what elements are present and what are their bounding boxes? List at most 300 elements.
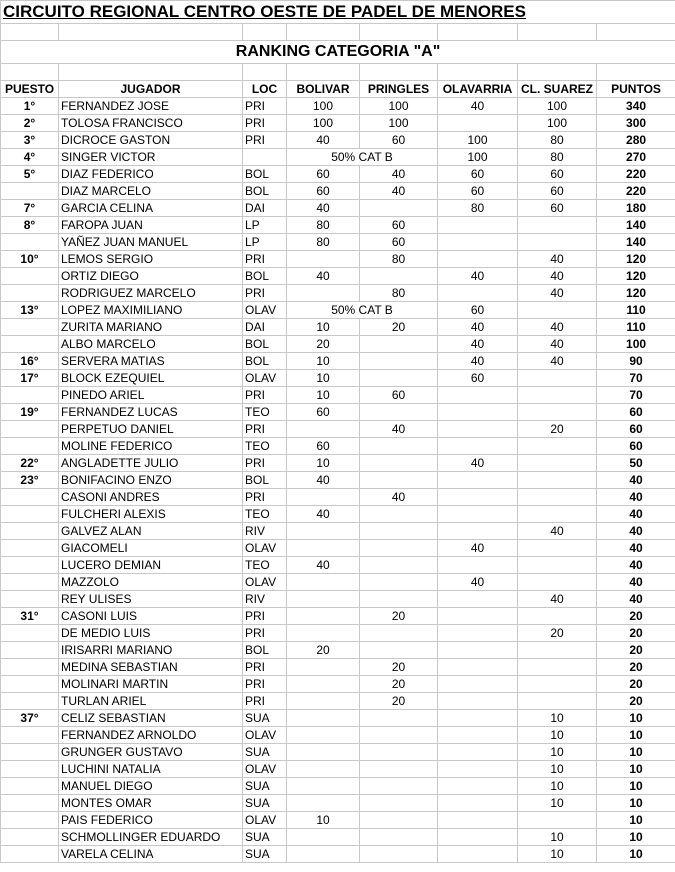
cell-puesto [1,795,59,812]
cell-olavarria [438,251,518,268]
table-row [1,234,675,251]
cell-bolivar [287,421,360,438]
cell-loc: SUA [243,846,287,863]
cell-suarez: 100 [518,98,597,115]
cell-olavarria [438,217,518,234]
cell-jugador: DIAZ MARCELO [59,183,243,200]
cell-pringles [360,642,438,659]
cell-loc: SUA [243,710,287,727]
cell-loc: BOL [243,166,287,183]
cell-loc: PRI [243,693,287,710]
cell-bolivar: 10 [287,319,360,336]
cell-bolivar [287,744,360,761]
cell-jugador: GARCIA CELINA [59,200,243,217]
cell-pringles [360,438,438,455]
cell-loc: PRI [243,421,287,438]
cell-puesto [1,557,59,574]
cell-bolivar [287,251,360,268]
cell-puntos: 20 [597,608,675,625]
cell-puntos: 180 [597,200,675,217]
table-row [1,710,675,727]
cell-puntos: 110 [597,319,675,336]
cell-loc: SUA [243,778,287,795]
cell-bolivar: 20 [287,336,360,353]
cell-puesto [1,540,59,557]
cell-puntos: 10 [597,846,675,863]
cell-puesto [1,183,59,200]
cell-suarez: 40 [518,285,597,302]
table-row [1,370,675,387]
cell-suarez: 40 [518,591,597,608]
cell-olavarria [438,115,518,132]
cell-pringles: 60 [360,217,438,234]
cell-jugador: FAROPA JUAN [59,217,243,234]
table-row [1,336,675,353]
cell-pringles: 60 [360,234,438,251]
table-row [1,166,675,183]
cell-pringles [360,506,438,523]
table-row [1,625,675,642]
cell-puntos: 40 [597,557,675,574]
cell-pringles [360,625,438,642]
cell-bolivar [287,574,360,591]
table-row [1,183,675,200]
cell-suarez: 80 [518,149,597,166]
cell-pringles [360,455,438,472]
cell-note: 50% CAT B [287,149,438,166]
cell-pringles: 20 [360,676,438,693]
cell-puesto [1,285,59,302]
cell-suarez [518,438,597,455]
cell-olavarria [438,608,518,625]
cell-jugador: CELIZ SEBASTIAN [59,710,243,727]
header-puesto: PUESTO [1,81,59,98]
cell-bolivar [287,659,360,676]
cell-olavarria: 60 [438,302,518,319]
cell-jugador: ANGLADETTE JULIO [59,455,243,472]
cell-loc: PRI [243,132,287,149]
cell-olavarria: 40 [438,455,518,472]
cell-jugador: TURLAN ARIEL [59,693,243,710]
cell-pringles [360,710,438,727]
cell-jugador: MONTES OMAR [59,795,243,812]
cell-bolivar [287,285,360,302]
cell-bolivar: 80 [287,217,360,234]
table-row [1,438,675,455]
table-row [1,115,675,132]
header-suarez: CL. SUAREZ [518,81,597,98]
cell-puntos: 20 [597,693,675,710]
cell-puntos: 20 [597,642,675,659]
cell-pringles [360,540,438,557]
table-row [1,540,675,557]
cell-puesto: 4° [1,149,59,166]
table-row [1,523,675,540]
table-row [1,744,675,761]
cell-pringles [360,523,438,540]
table-row [1,421,675,438]
cell-suarez [518,455,597,472]
table-row [1,676,675,693]
cell-bolivar: 60 [287,166,360,183]
table-row [1,387,675,404]
cell-pringles [360,472,438,489]
page-title: CIRCUITO REGIONAL CENTRO OESTE DE PADEL DE MENORES [1,1,675,24]
cell-olavarria [438,642,518,659]
cell-pringles: 20 [360,319,438,336]
cell-suarez: 40 [518,523,597,540]
header-row [1,81,675,98]
cell-suarez [518,642,597,659]
cell-puesto [1,268,59,285]
cell-olavarria: 80 [438,200,518,217]
cell-puntos: 120 [597,268,675,285]
cell-puntos: 20 [597,625,675,642]
cell-puntos: 90 [597,353,675,370]
cell-loc: OLAV [243,302,287,319]
cell-puesto [1,676,59,693]
cell-olavarria [438,438,518,455]
cell-jugador: YAÑEZ JUAN MANUEL [59,234,243,251]
cell-loc: RIV [243,523,287,540]
cell-bolivar: 40 [287,268,360,285]
cell-puntos: 60 [597,404,675,421]
cell-suarez [518,608,597,625]
cell-puesto: 7° [1,200,59,217]
cell-loc: DAI [243,200,287,217]
cell-loc: TEO [243,404,287,421]
cell-jugador: PINEDO ARIEL [59,387,243,404]
cell-bolivar [287,795,360,812]
cell-loc: OLAV [243,761,287,778]
cell-suarez [518,472,597,489]
cell-bolivar [287,676,360,693]
cell-puesto: 22° [1,455,59,472]
table-row [1,557,675,574]
cell-pringles: 40 [360,183,438,200]
cell-jugador: PERPETUO DANIEL [59,421,243,438]
cell-jugador: VARELA CELINA [59,846,243,863]
cell-suarez: 10 [518,761,597,778]
cell-olavarria: 40 [438,319,518,336]
cell-pringles [360,574,438,591]
cell-pringles: 100 [360,98,438,115]
cell-loc: PRI [243,659,287,676]
cell-pringles [360,557,438,574]
cell-loc: OLAV [243,812,287,829]
cell-jugador: ZURITA MARIANO [59,319,243,336]
cell-jugador: CASONI ANDRES [59,489,243,506]
cell-puntos: 50 [597,455,675,472]
table-row [1,149,675,166]
cell-pringles [360,761,438,778]
cell-pringles [360,353,438,370]
cell-puesto [1,829,59,846]
header-bolivar: BOLIVAR [287,81,360,98]
cell-bolivar: 60 [287,183,360,200]
cell-suarez: 20 [518,421,597,438]
header-pringles: PRINGLES [360,81,438,98]
cell-pringles [360,778,438,795]
cell-puesto [1,319,59,336]
table-row [1,659,675,676]
cell-olavarria [438,727,518,744]
cell-olavarria [438,778,518,795]
cell-bolivar: 10 [287,353,360,370]
table-row [1,574,675,591]
cell-olavarria [438,506,518,523]
cell-puntos: 40 [597,574,675,591]
cell-bolivar: 10 [287,370,360,387]
cell-olavarria [438,659,518,676]
cell-puesto [1,336,59,353]
cell-bolivar: 10 [287,812,360,829]
cell-suarez [518,676,597,693]
cell-pringles [360,404,438,421]
cell-loc: RIV [243,591,287,608]
cell-puntos: 120 [597,285,675,302]
cell-loc: TEO [243,557,287,574]
cell-jugador: MANUEL DIEGO [59,778,243,795]
cell-suarez: 60 [518,200,597,217]
cell-suarez: 60 [518,166,597,183]
table-row [1,285,675,302]
cell-pringles [360,268,438,285]
cell-bolivar: 100 [287,115,360,132]
cell-loc: BOL [243,268,287,285]
cell-puntos: 300 [597,115,675,132]
cell-loc: LP [243,234,287,251]
cell-suarez: 100 [518,115,597,132]
cell-olavarria [438,625,518,642]
cell-puesto [1,387,59,404]
cell-jugador: LUCHINI NATALIA [59,761,243,778]
cell-puntos: 70 [597,370,675,387]
table-row [1,200,675,217]
cell-olavarria [438,829,518,846]
cell-loc: PRI [243,608,287,625]
cell-pringles: 40 [360,166,438,183]
cell-puesto [1,778,59,795]
cell-pringles [360,846,438,863]
cell-olavarria [438,812,518,829]
cell-pringles: 100 [360,115,438,132]
cell-bolivar: 60 [287,404,360,421]
cell-bolivar: 60 [287,438,360,455]
cell-bolivar [287,693,360,710]
cell-bolivar [287,625,360,642]
cell-loc: PRI [243,489,287,506]
cell-loc: LP [243,217,287,234]
table-row [1,455,675,472]
cell-suarez: 80 [518,132,597,149]
cell-bolivar: 10 [287,387,360,404]
cell-olavarria [438,676,518,693]
cell-jugador: LOPEZ MAXIMILIANO [59,302,243,319]
cell-suarez [518,404,597,421]
cell-puesto [1,744,59,761]
cell-puesto [1,642,59,659]
cell-olavarria [438,472,518,489]
cell-jugador: FERNANDEZ LUCAS [59,404,243,421]
cell-jugador: DICROCE GASTON [59,132,243,149]
cell-suarez [518,489,597,506]
cell-puntos: 10 [597,778,675,795]
cell-suarez [518,387,597,404]
cell-puntos: 60 [597,438,675,455]
cell-loc: PRI [243,455,287,472]
cell-puesto: 16° [1,353,59,370]
cell-suarez [518,217,597,234]
cell-puesto [1,591,59,608]
cell-olavarria: 60 [438,166,518,183]
cell-loc: BOL [243,336,287,353]
cell-olavarria [438,591,518,608]
cell-suarez [518,693,597,710]
cell-puesto [1,727,59,744]
cell-loc: PRI [243,387,287,404]
cell-pringles: 40 [360,421,438,438]
cell-puntos: 220 [597,166,675,183]
cell-jugador: FULCHERI ALEXIS [59,506,243,523]
cell-bolivar [287,761,360,778]
cell-puesto [1,812,59,829]
cell-bolivar: 40 [287,506,360,523]
cell-pringles: 40 [360,489,438,506]
cell-puntos: 10 [597,795,675,812]
cell-bolivar [287,727,360,744]
cell-olavarria [438,404,518,421]
cell-bolivar [287,523,360,540]
cell-suarez [518,370,597,387]
cell-pringles: 60 [360,132,438,149]
cell-puesto [1,659,59,676]
cell-jugador: LUCERO DEMIAN [59,557,243,574]
cell-jugador: FERNANDEZ ARNOLDO [59,727,243,744]
cell-jugador: LEMOS SERGIO [59,251,243,268]
cell-bolivar [287,608,360,625]
cell-loc: SUA [243,795,287,812]
spacer-row [1,24,675,41]
cell-puesto: 17° [1,370,59,387]
cell-puesto [1,489,59,506]
table-row [1,608,675,625]
table-row [1,506,675,523]
header-puntos: PUNTOS [597,81,675,98]
cell-olavarria [438,710,518,727]
cell-olavarria: 40 [438,574,518,591]
cell-suarez: 10 [518,778,597,795]
cell-jugador: IRISARRI MARIANO [59,642,243,659]
cell-loc: PRI [243,251,287,268]
cell-puntos: 40 [597,489,675,506]
cell-puntos: 40 [597,472,675,489]
cell-jugador: PAIS FEDERICO [59,812,243,829]
cell-jugador: SINGER VICTOR [59,149,243,166]
cell-pringles: 60 [360,387,438,404]
cell-suarez [518,812,597,829]
cell-pringles: 80 [360,251,438,268]
table-row [1,472,675,489]
cell-jugador: BONIFACINO ENZO [59,472,243,489]
cell-pringles: 80 [360,285,438,302]
cell-note: 50% CAT B [287,302,438,319]
cell-bolivar: 10 [287,455,360,472]
cell-olavarria [438,387,518,404]
cell-loc: DAI [243,319,287,336]
cell-suarez [518,234,597,251]
table-row [1,251,675,268]
table-row [1,353,675,370]
cell-puntos: 40 [597,540,675,557]
cell-bolivar: 40 [287,200,360,217]
cell-olavarria [438,234,518,251]
cell-bolivar [287,710,360,727]
cell-puesto [1,234,59,251]
table-row [1,489,675,506]
cell-puesto [1,846,59,863]
cell-jugador: DE MEDIO LUIS [59,625,243,642]
cell-loc: OLAV [243,370,287,387]
cell-olavarria [438,795,518,812]
cell-suarez: 40 [518,251,597,268]
cell-bolivar [287,591,360,608]
cell-jugador: FERNANDEZ JOSE [59,98,243,115]
cell-pringles [360,812,438,829]
cell-olavarria: 60 [438,370,518,387]
cell-puntos: 10 [597,744,675,761]
cell-puesto: 10° [1,251,59,268]
cell-puesto [1,421,59,438]
cell-pringles [360,200,438,217]
cell-pringles [360,591,438,608]
cell-puesto [1,625,59,642]
cell-jugador: RODRIGUEZ MARCELO [59,285,243,302]
table-row [1,132,675,149]
cell-suarez: 10 [518,710,597,727]
table-row [1,795,675,812]
cell-loc: BOL [243,183,287,200]
cell-jugador: MOLINE FEDERICO [59,438,243,455]
cell-jugador: REY ULISES [59,591,243,608]
cell-puntos: 40 [597,591,675,608]
cell-bolivar [287,778,360,795]
cell-jugador: MEDINA SEBASTIAN [59,659,243,676]
cell-jugador: TOLOSA FRANCISCO [59,115,243,132]
cell-jugador: GIACOMELI [59,540,243,557]
spacer-row [1,64,675,81]
cell-puesto: 8° [1,217,59,234]
cell-puntos: 40 [597,506,675,523]
cell-suarez: 40 [518,353,597,370]
header-olavarria: OLAVARRIA [438,81,518,98]
cell-puntos: 120 [597,251,675,268]
cell-puesto: 23° [1,472,59,489]
cell-olavarria: 40 [438,268,518,285]
cell-puntos: 70 [597,387,675,404]
cell-suarez: 10 [518,846,597,863]
cell-loc: OLAV [243,540,287,557]
cell-bolivar: 40 [287,472,360,489]
table-row [1,693,675,710]
cell-puesto: 13° [1,302,59,319]
cell-suarez [518,302,597,319]
cell-puesto: 3° [1,132,59,149]
cell-puntos: 110 [597,302,675,319]
cell-olavarria [438,523,518,540]
table-row [1,761,675,778]
cell-bolivar [287,540,360,557]
